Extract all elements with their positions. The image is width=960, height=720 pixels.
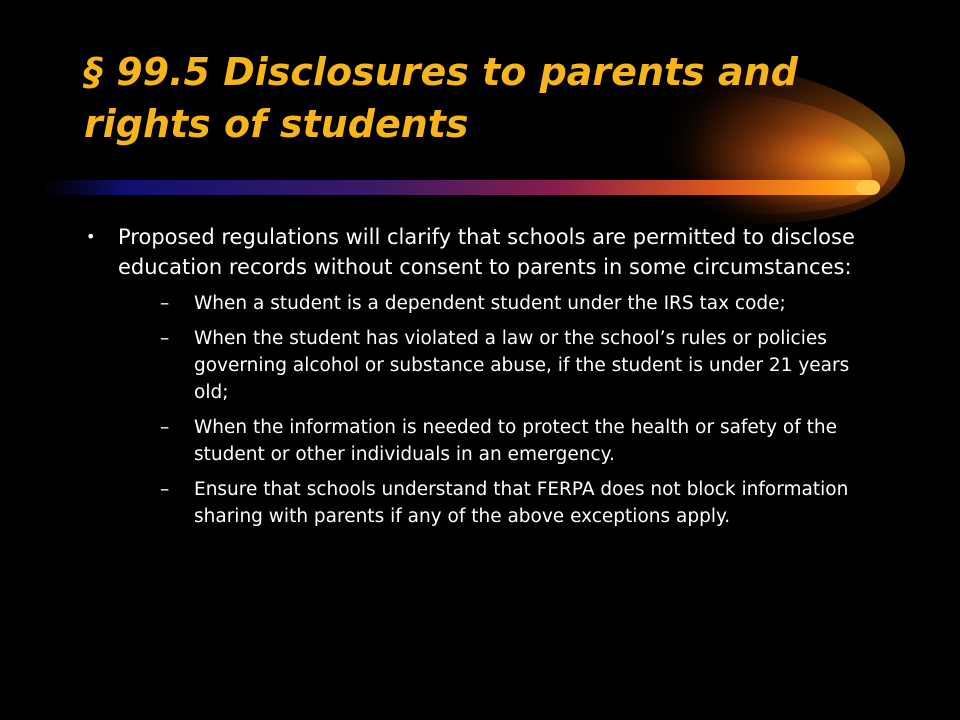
slide-body (84, 222, 884, 538)
sub-bullet-alcohol-violation (118, 325, 884, 406)
sub-bullet-text: Ensure that schools understand that FERPA does not block information sharing with parents if any of the above exceptions apply. (194, 479, 849, 527)
main-bullet-text: Proposed regulations will clarify that schools are permitted to disclose education records without consent to parents in some circumstances: (118, 225, 855, 279)
sub-bullet-ferpa-sharing (118, 476, 884, 530)
dash-marker: – (160, 328, 170, 349)
dash-marker: – (160, 479, 170, 500)
sub-bullet-text: When the information is needed to protect the health or safety of the student or other individuals in an emergency. (194, 417, 837, 465)
bullet-marker: • (86, 227, 96, 246)
sub-bullet-text: When a student is a dependent student under the IRS tax code; (194, 293, 786, 314)
sub-bullet-list (118, 290, 884, 530)
slide-title: § 99.5 Disclosures to parents and rights of students (84, 50, 798, 146)
sub-bullet-dependent-student (118, 290, 884, 317)
dash-marker: – (160, 417, 170, 438)
sub-bullet-text: When the student has violated a law or the school’s rules or policies governing alcohol or substance abuse, if the student is under 21 years old; (194, 328, 850, 403)
sub-bullet-health-safety (118, 414, 884, 468)
dash-marker: – (160, 293, 170, 314)
main-bullet (84, 222, 884, 530)
